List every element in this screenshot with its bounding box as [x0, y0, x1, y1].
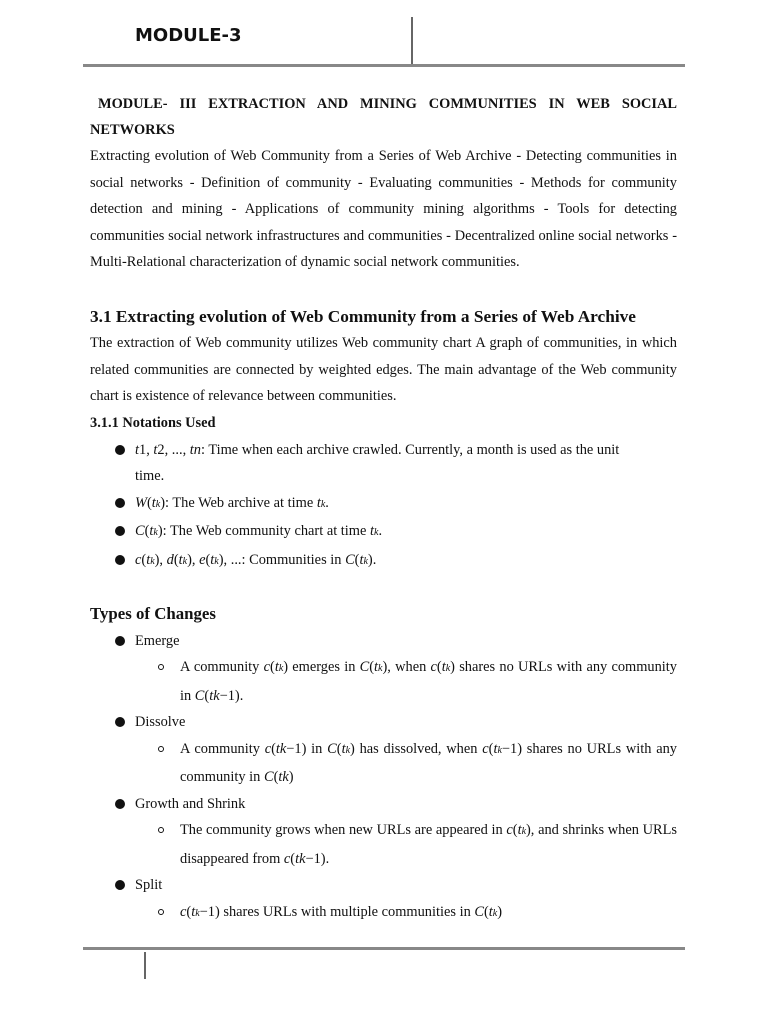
- header-vertical-rule: [411, 17, 413, 65]
- footer-horizontal-rule: [83, 947, 685, 950]
- notation-item: [90, 437, 677, 490]
- notation-item: [90, 547, 677, 576]
- notations-heading: 3.1.1 Notations Used: [90, 414, 216, 431]
- notation-text: C(tk): The Web community chart at time tk.: [135, 523, 383, 540]
- document-body: [90, 91, 677, 927]
- change-description: A community c(tk) emerges in C(tk), when c(tk) shares no URLs with any community in C(tk−1).: [90, 654, 677, 709]
- types-heading: Types of Changes: [90, 604, 216, 624]
- section-heading: 3.1 Extracting evolution of Web Community from a Series of Web Archive: [90, 306, 636, 326]
- change-item-growth: [90, 791, 677, 873]
- change-item-emerge: [90, 628, 677, 710]
- change-label: Growth and Shrink: [135, 795, 246, 812]
- header-horizontal-rule: [83, 64, 685, 67]
- change-description: c(tk−1) shares URLs with multiple communities in C(tk): [90, 899, 677, 928]
- notation-item: [90, 518, 677, 547]
- notation-text: W(tk): The Web archive at time tk.: [135, 494, 329, 511]
- change-description: A community c(tk−1) in C(tk) has dissolved, when c(tk−1) shares no URLs with any community in C(tk): [90, 736, 677, 791]
- page-header-title: MODULE-3: [135, 25, 242, 46]
- notations-list: [90, 437, 677, 576]
- change-item-dissolve: [90, 709, 677, 791]
- module-heading: MODULE- III EXTRACTION AND MINING COMMUNITIES IN WEB SOCIAL NETWORKS: [90, 96, 677, 138]
- change-description: The community grows when new URLs are appeared in c(tk), and shrinks when URLs disappeared from c(tk−1).: [90, 817, 677, 872]
- section-intro: The extraction of Web community utilizes Web community chart A graph of communities, in which related communities are connected by weighted edges. The main advantage of the Web community chart is existence of relevance between communities.: [90, 334, 677, 405]
- module-intro: Extracting evolution of Web Community from a Series of Web Archive - Detecting communities in social networks - Definition of community - Evaluating communities - Methods for community detection and mining - Applications of community mining algorithms - Tools for detecting communities social network infrastructures and communities - Decentralized online social networks - Multi-Relational characterization of dynamic social network communities.: [90, 148, 677, 271]
- notation-text: t1, t2, ..., tn: Time when each archive crawled. Currently, a month is used as the unit time.: [135, 441, 620, 485]
- change-label: Emerge: [135, 632, 180, 649]
- notation-item: [90, 490, 677, 519]
- change-item-split: [90, 872, 677, 927]
- footer-vertical-rule: [144, 952, 146, 979]
- notation-text: c(tk), d(tk), e(tk), ...: Communities in C(tk).: [135, 551, 377, 568]
- change-label: Split: [135, 877, 163, 894]
- change-label: Dissolve: [135, 714, 186, 731]
- changes-list: [90, 628, 677, 928]
